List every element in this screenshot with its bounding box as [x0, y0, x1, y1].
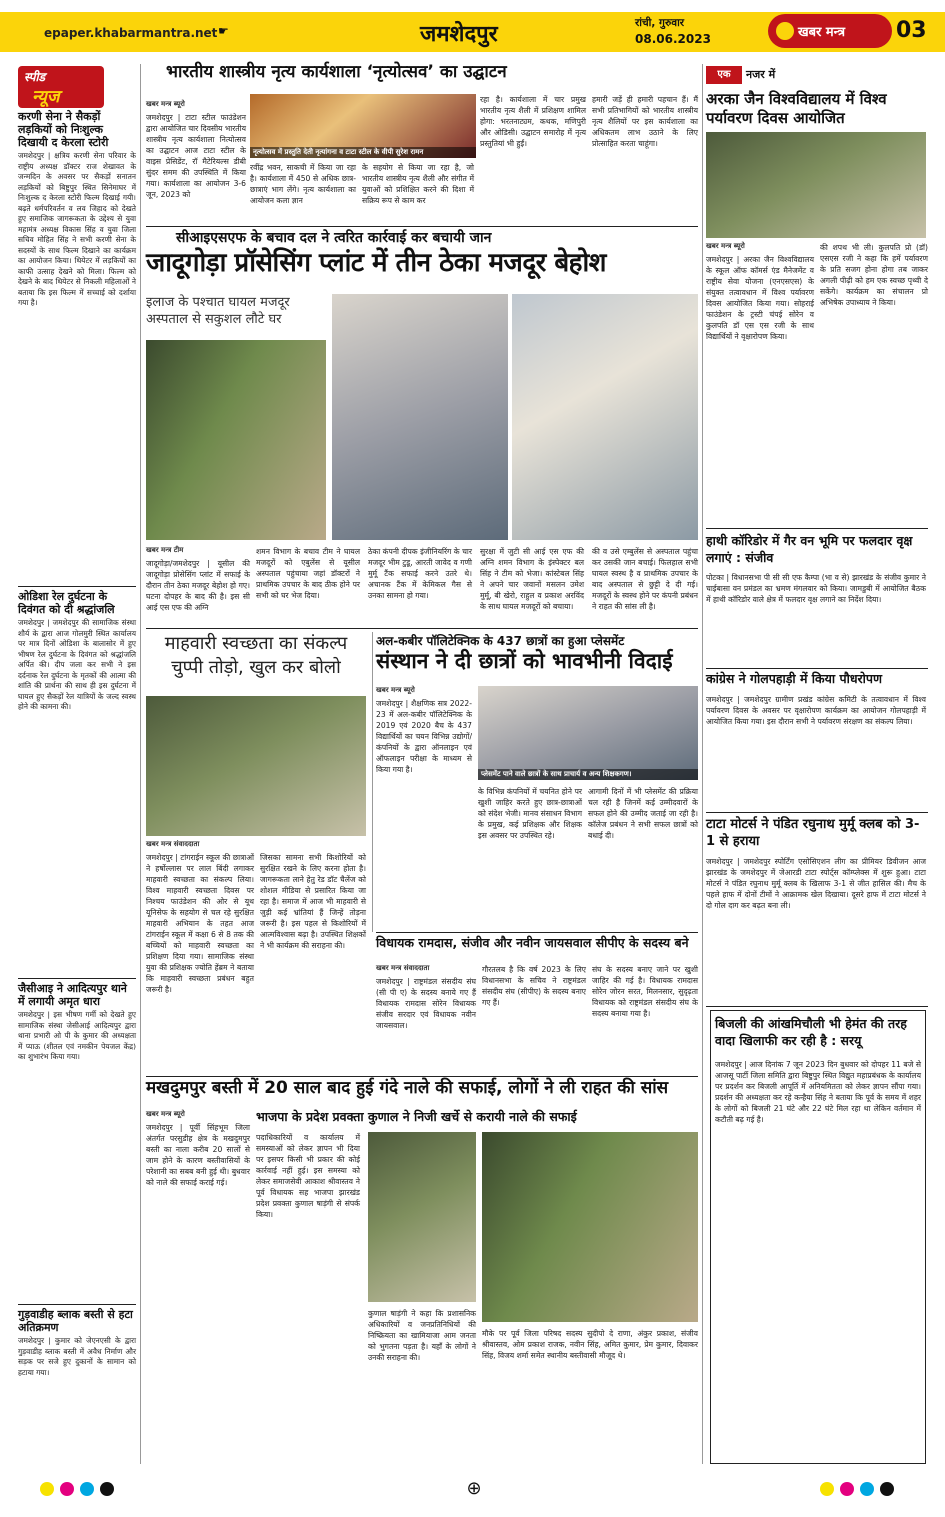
registration-mark	[80, 1482, 94, 1496]
nazar-label: नजर में	[746, 68, 776, 81]
cpa-col-1: जमशेदपुर | राष्ट्रमंडल संसदीय संघ (सी पी ए) के सदस्य बनाये गए हैं विधायक रामदास सोरेन विधायक संजीव सरदार एवं विधायक नवीन जायसवाल।	[376, 977, 476, 1030]
students-photo	[146, 696, 366, 836]
logo-bottom: न्यूज	[32, 87, 60, 107]
divider	[706, 528, 928, 529]
top-story	[146, 64, 698, 224]
edition-date: 08.06.2023	[635, 32, 711, 46]
cisf-col-2: शमन विभाग के बचाव टीम ने घायल मजदूरों को एबुलेंस से यूसील अस्पताल पहुंचाया जहां डॉक्टरों ने प्राथमिक उपचार के बाद ठीक होने पर सभी को घर भेज दिया।	[256, 547, 360, 600]
menstrual-story	[146, 630, 368, 994]
photo-caption: नृत्योत्सव में प्रस्तुति देती नृत्यांगना व टाटा स्टील के वीपी सुरेश रामन	[250, 147, 476, 158]
polytechnic-kicker: अल-कबीर पॉलिटेक्निक के 437 छात्रों का हुआ प्लेसमेंट	[376, 634, 625, 648]
registration-mark	[40, 1482, 54, 1496]
polytechnic-col-1: जमशेदपुर | शैक्षणिक सत्र 2022-23 में अल-कबीर पॉलिटेक्निक के 2019 एवं 2020 बैच के 437 विद्यार्थियों का चयन विभिन्न उद्योगों/कंपनियों के द्वारा ऑनलाइन एवं ऑफलाइन परीक्षा के माध्यम से किया गया है।	[376, 699, 472, 774]
divider	[706, 668, 928, 669]
sidebar	[18, 64, 136, 1464]
drain-col-2: पदाधिकारियों व कार्यालय में समस्याओं को लेकर ज्ञापन भी दिया पर इसपर किसी भी प्रकार की कोई कार्रवाई नहीं हुई। इस समस्या को लेकर समाजसेवी आकाश श्रीवास्तव ने पूर्व विधायक सह भाजपा झारखंड प्रदेश प्रवक्ता कुणाल षाड़ंगी से संपर्क किया।	[256, 1133, 360, 1219]
cursor-icon: ☛	[218, 24, 229, 38]
elephant-headline: हाथी कॉरिडोर में गैर वन भूमि पर फलदार वृक्ष लगाएं : संजीव	[706, 533, 913, 565]
sidebar-story-headline: ओडिशा रेल दुर्घटना के दिवंगत को दी श्रद्धांजलि	[18, 590, 115, 616]
top-story-col-5: हमारी जड़ें ही हमारी पहचान हैं। मैं सभी प्रतिभागियों को भारतीय शास्त्रीय नृत्य शैलियों पर इस कार्यशाला का अधिकतम लाभ उठाने के लिए प्रोत्साहित करता चाहूंगा।	[592, 95, 698, 148]
column-divider	[140, 64, 141, 1464]
divider	[146, 628, 698, 629]
brand-name: खबर मन्त्र	[798, 25, 846, 40]
registration-mark	[880, 1482, 894, 1496]
sidebar-story-headline: जैसीआइ ने आदित्यपुर थाने में लगायी अमृत धारा	[18, 982, 127, 1008]
divider	[18, 978, 136, 979]
menstrual-headline: माहवारी स्वच्छता का संकल्प चुप्पी तोड़ो, खुल कर बोलो	[164, 633, 348, 678]
place-day: रांची, गुरुवार	[635, 17, 685, 29]
arka-headline: अरका जैन विश्वविद्यालय में विश्व पर्यावरण दिवस आयोजित	[706, 90, 887, 127]
drain-photo-1	[368, 1132, 476, 1302]
tree-plantation-photo	[706, 132, 926, 238]
drain-col-4: मौके पर पूर्व जिला परिषद सदस्य सुदीपो दे राणा, अंकुर प्रकाश, संजीव श्रीवास्तव, ओम प्रकाश राजक, नवीन सिंह, अमित कुमार, प्रेम कुमार, दिवाकर सिंह, विजय शर्मा समेत स्थानीय बस्तीवासी मौजूद थे।	[482, 1329, 698, 1360]
speed-news-logo	[18, 66, 104, 108]
sidebar-story-body: जमशेदपुर | क्षत्रिय करणी सेना परिवार के राष्ट्रीय अध्यक्ष डॉक्टर राज शेखावत के जन्मदिन के अवसर पर सैकड़ों सनातन लड़कियों को बिष्टुपुर स्थित सिनेमाघर में निःशुल्क द केरला स्टोरी फिल्म दिखाई गयी। बढ़ते धर्मपरिवर्तन व लव जिहाद को देखते हुए समाजिक जागरूकता के उद्देश्य से युवा महामंत्र अध्यक्ष विकास सिंह व युवा जिला सचिव मोहित सिंह ने सभी करणी सेना के सदस्यों के साथ फिल्म दिखाने का कार्यक्रम का आयोजन किया। थियेटर में लड़कियों का काफी उत्साह देखने को मिला। फिल्म को देखने के बाद थियेटर से निकली महिलाओं ने बताया कि इस फिल्म में सच्चाई को दर्शाया गया है।	[18, 151, 136, 307]
sidebar-story-headline: गुड़वाडीह ब्लाक बस्ती से हटा अतिक्रमण	[18, 1308, 133, 1334]
byline: खबर मन्त्र संवाददाता	[146, 840, 200, 848]
byline: खबर मन्त्र ब्यूरो	[376, 686, 415, 694]
polytechnic-story	[376, 630, 698, 930]
center-crosshair-icon: ⊕	[466, 1478, 482, 1499]
elephant-corridor-story	[706, 530, 928, 666]
power-body: जमशेदपुर | आज दिनांक 7 जून 2023 दिन बुधवार को दोपहर 11 बजे से आजसू पार्टी जिला समिति द्वारा बिष्टुपुर स्थित विद्युत महाप्रबंधक के कार्यालय पर प्रदर्शन कर बिजली आपूर्ति में अनियमितता को लेकर ज्ञापन सौंपा गया। प्रदर्शन की अध्यक्षता कर रहे कन्हैया सिंह ने बताया कि पूर्व के समय में शहर के लोगों को बिजली 21 घंटे और 22 घंटे मिल रहा था लेकिन वर्तमान में कटौती बढ़ गई है।	[715, 1060, 921, 1124]
top-story-col-4: रहा है। कार्यशाला में चार प्रमुख भारतीय नृत्य शैली में प्रशिक्षण शामिल होगा: भरतनाट्यम, कथक, मणिपुरी और ओडिसी। उद्घाटन समारोह में नृत्य प्रस्तुतियां भी हुईं।	[480, 95, 586, 148]
power-story	[710, 1010, 926, 1464]
column-divider	[702, 64, 703, 1464]
ek-nazar-tab	[706, 64, 816, 86]
divider	[706, 1006, 928, 1007]
dance-photo	[250, 94, 476, 158]
top-story-col-1: जमशेदपुर | टाटा स्टील फाउंडेशन द्वारा आयोजित चार दिवसीय भारतीय शास्त्रीय नृत्य कार्यशाला नित्योत्सव का उद्घाटन आज टाटा स्टील के वाइस प्रेसिडेंट, रॉ मैटेरियल्स डीबी सुंदर समम की उपस्थिति में किया गया। कार्यशाला का आयोजन 3-6 जून, 2023 को	[146, 113, 246, 199]
registration-mark	[60, 1482, 74, 1496]
masthead	[0, 0, 945, 62]
drain-story	[146, 1078, 698, 1468]
tata-headline: टाटा मोटर्स ने पंडित रघुनाथ मुर्मू क्लब को 3-1 से हराया	[706, 817, 920, 849]
sidebar-story-body: जमशेदपुर | इस भीषण गर्मी को देखते हुए सामाजिक संस्था जेसीआई आदित्यपुर द्वारा थाना प्रभारी ओ पी के कुमार की अध्यक्षता में प्याऊ (शीतल एवं नमकीन पेयजल केंद्र) का शुभारंभ किया गया।	[18, 1010, 136, 1061]
cisf-kicker: सीआइएसएफ के बचाव दल ने त्वरित कार्रवाई कर बचायी जान	[176, 230, 492, 246]
registration-mark	[840, 1482, 854, 1496]
tank-photo	[146, 340, 326, 540]
cisf-col-4: सुरक्षा में जुटी सी आई एस एफ की अग्नि शमन विभाग के इंस्पेक्टर बल सिंह ने टीम को भेजा। कांस्टेबल सिंह ने अपने चार जवानों मसलन उमेश मुर्मू, बी खेरो, राहुल व प्रकाश अरविंद के साथ घायल मजदूरों को बचाया।	[480, 547, 584, 611]
divider	[706, 812, 928, 813]
registration-mark	[820, 1482, 834, 1496]
arka-col-2: की शपथ भी ली। कुलपति प्रो (डॉ) एसएस रजी ने कहा कि हमें पर्यावरण के प्रति सजग होना होगा तब जाकर अगली पीढ़ी को हम एक स्वच्छ पृथ्वी दे सकेंगे। कार्यक्रम का संचालन प्रो अभिषेक उपाध्याय ने किया।	[820, 243, 928, 307]
byline: खबर मन्त्र ब्यूरो	[146, 100, 185, 108]
tata-body: जमशेदपुर | जमशेदपुर स्पोर्टिंग एसोसिएशन लीग का प्रीमियर डिवीजन आज झारखंड के जमशेदपुर में जेआरडी टाटा स्पोर्ट्स कॉम्प्लेक्स में शुरू हुआ। टाटा मोटर्स ने पंडित रघुनाथ मुर्मू क्लब के खिलाफ 3-1 से जीत हासिल की। मैच के पहले हाफ में दोनों टीमों ने आक्रामक खेल दिखाया। दूसरे हाफ में टाटा मोटर्स ने दो गोल दाग कर बढ़त बना ली।	[706, 857, 926, 910]
byline: खबर मन्त्र टीम	[146, 546, 184, 554]
divider	[146, 226, 698, 227]
cisf-story	[146, 228, 698, 628]
brand-sun-icon	[776, 22, 794, 40]
polytechnic-headline: संस्थान ने दी छात्रों को भावभीनी विदाई	[376, 649, 673, 673]
cpa-story	[376, 934, 698, 1074]
divider	[18, 586, 136, 587]
hospital-photo-2	[512, 294, 698, 540]
cpa-col-2: गौरतलब है कि वर्ष 2023 के लिए विधानसभा के सचिव ने राष्ट्रमंडल संसदीय संघ (सीपीए) के सदस्य बनाए गए हैं।	[482, 965, 586, 1007]
city-name: जमशेदपुर	[420, 22, 498, 47]
top-story-headline: भारतीय शास्त्रीय नृत्य कार्यशाला ‘नृत्योत्सव’ का उद्घाटन	[166, 62, 507, 82]
page-number: 03	[896, 18, 927, 43]
column-divider	[372, 632, 373, 932]
tata-motors-story	[706, 814, 928, 1004]
cisf-subhead: इलाज के पश्चात घायल मजदूर अस्पताल से सकुशल लौटे घर	[146, 295, 290, 327]
cisf-col-1: जादूगोड़ा/जमशेदपुर | यूसील की जादूगोड़ा प्रोसेसिंग प्लांट में सफाई के दौरान तीन ठेका मजदूर बेहोश हो गए। घटना दोपहर के बाद की है। इस सी आई एस एफ की अग्नि	[146, 559, 250, 612]
registration-mark	[100, 1482, 114, 1496]
cpa-col-3: संघ के सदस्य बनाए जाने पर खुशी जाहिर की गई है। विधायक रामदास सोरेन जोरन सरत, मिलनसार, सुदृढ़ता विधायक को राष्ट्रमंडल संसदीय संघ के सदस्य बनाया गया है।	[592, 965, 698, 1018]
byline: खबर मन्त्र ब्यूरो	[146, 1110, 185, 1118]
logo-top: स्पीड	[24, 70, 46, 84]
divider	[376, 932, 698, 933]
congress-story	[706, 670, 928, 810]
sidebar-story-body: जमशेदपुर | जमशेदपुर की सामाजिक संस्था शौर्य के द्वारा आज गोलमुरी स्थित कार्यालय पर मात्र दिनों ओडिशा के बालासोर में हुए भीषण रेल दुर्घटना के दिवंगत को श्रद्धांजलि अर्पित की। दीप जला कर सभी ने इस दर्दनाक रेल दुर्घटना के मृतकों की आत्मा की शांति की प्रार्थना की साथ ही इस दुर्घटना में घायल हुए सैकड़ों रेल यात्रियों के जल्द स्वस्थ होने की कामना की।	[18, 618, 136, 711]
arka-col-1: जमशेदपुर | अरका जैन विश्वविद्यालय के स्कूल ऑफ कॉमर्स एंड मैनेजमेंट व राष्ट्रीय सेवा योजना (एनएसएस) के संयुक्त तत्वावधान में विश्व पर्यावरण दिवस आयोजित किया गया। सोहराई फाउंडेशन के ट्रस्टी चंपई सोरेन व कुलपति डॉ एस एस रजी के साथ विद्यार्थियों ने वृक्षारोपण किया।	[706, 255, 814, 341]
menstrual-col-2: जिसका सामना सभी किशोरियों को सुरक्षित रखने के लिए करना होता है। जागरूकता लाने हेतु रेड डॉट चैलेंज को शोशल मीडिया से प्रसारित किया जा रहा है। समाज में आज भी माहवारी से जुड़ी कई भ्रांतियां हैं जिन्हें तोड़ना जरूरी है। इस पहल से किशोरियों में आत्मविश्वास बढ़ा है। उपस्थित शिक्षकों ने भी कार्यक्रम की सराहना की।	[260, 853, 366, 950]
sidebar-story-headline: करणी सेना ने सैकड़ों लड़कियों को निःशुल्क दिखायी द केरला स्टोरी	[18, 110, 109, 149]
drain-photo-2	[482, 1132, 698, 1322]
drain-subhead: भाजपा के प्रदेश प्रवक्ता कुणाल ने निजी खर्चे से करायी नाले की सफाई	[256, 1109, 577, 1124]
cisf-headline: जादूगोड़ा प्रॉसेसिंग प्लांट में तीन ठेका मजदूर बेहोश	[146, 248, 606, 278]
drain-col-3: कुणाल षाड़ंगी ने कहा कि प्रशासनिक अधिकारियों व जनप्रतिनिधियों की निष्क्रियता का खामियाजा आम जनता को भुगतना पड़ता है। यहाँ के लोगों ने उनकी सराहना की।	[368, 1309, 476, 1362]
cisf-col-5: की व उसे एम्बुलेंस से अस्पताल पहुंचा कर उसकी जान बचाई। फिलहाल सभी घायल स्वस्थ है व प्राथमिक उपचार के बाद अस्पताल से छुट्टी दे दी गई। मजदूरों के स्वस्थ होने पर कंपनी प्रबंधन ने राहत की सांस ली है।	[592, 547, 698, 611]
byline: खबर मन्त्र ब्यूरो	[706, 242, 745, 250]
sidebar-story-2	[18, 590, 136, 970]
sidebar-story-4	[18, 1308, 136, 1464]
cpa-headline: विधायक रामदास, संजीव और नवीन जायसवाल सीपीए के सदस्य बने	[376, 935, 689, 950]
polytechnic-col-2: के विभिन्न कंपनियों में चयनित होने पर खुशी जाहिर करते हुए छात्र-छात्राओं को संदेश भेजी। मानव संसाधन विभाग के प्रमुख, कई प्रशिक्षक और शिक्षक इस अवसर पर उपस्थित रहे।	[478, 787, 582, 840]
website-url[interactable]: epaper.khabarmantra.net	[44, 26, 218, 40]
photo-caption: प्लेसमेंट पाने वाले छात्रों के साथ प्राचार्य व अन्य शिक्षकगण।	[478, 769, 698, 780]
sidebar-story-1	[18, 110, 136, 640]
sidebar-story-body: जमशेदपुर | कुमार को जेएनएसी के द्वारा गुड़वाडीह ब्लाक बस्ती में अवैध निर्माण और सड़क पर सजे हुए दुकानों के सामान को हटाया गया।	[18, 1336, 136, 1377]
congress-headline: कांग्रेस ने गोलपहाड़ी में किया पौधरोपण	[706, 671, 882, 686]
arka-story	[706, 90, 928, 530]
registration-mark	[860, 1482, 874, 1496]
elephant-body: पोटका | विधानसभा पी सी सी एफ कैम्पा (भा व से) झारखंड के संजीव कुमार ने चाईबासा वन प्रमंडल का भ्रमण मंगलवार को किया। जामडुबी में आयोजित बैठक में हाथी कॉरिडोर वाले क्षेत्र में फलदार वृक्ष लगाने का निर्देश दिया।	[706, 573, 926, 604]
menstrual-col-1: जमशेदपुर | टांगराईन स्कूल की छात्राओं ने हर्षोल्लास पर लाल बिंदी लगाकर माहवारी स्वच्छता का संकल्प लिया। विश्व माहवारी स्वच्छता दिवस पर निश्चय फाउंडेशन की ओर से यूथ यूनिसेफ के सहयोग से चल रहे सुरक्षित माहवारी अभियान के तहत आज टांगराईन स्कूल में कक्षा 6 से 8 तक की बच्चियों को माहवारी स्वच्छता का प्रशिक्षण दिया गया। सामाजिक संस्था युवा की प्रशिक्षक ज्योति हेंब्रम ने बताया कि माहवारी स्वच्छता प्रबंधन बहुत जरूरी है।	[146, 853, 254, 994]
congress-body: जमशेदपुर | जमशेदपुर ग्रामीण प्रखंड कांग्रेस कमिटी के तत्वावधान में विश्व पर्यावरण दिवस के अवसर पर वृक्षारोपण कार्यक्रम का आयोजन गोलपहाड़ी में आयोजित किया गया। इस दौरान सभी ने पर्यावरण संरक्षण का संकल्प लिया।	[706, 695, 926, 726]
divider	[18, 1304, 136, 1305]
polytechnic-col-3: आगामी दिनों में भी प्लेसमेंट की प्रक्रिया चल रही है जिनमें कई उम्मीदवारों के सफल होने की उम्मीद जताई जा रही है। कॉलेज प्रबंधन ने सभी सफल छात्रों को बधाई दी।	[588, 787, 698, 840]
hospital-photo-1	[332, 294, 508, 540]
divider	[146, 1076, 698, 1077]
drain-headline: मखदुमपुर बस्ती में 20 साल बाद हुई गंदे नाले की सफाई, लोगों ने ली राहत की सांस	[146, 1078, 669, 1098]
brand-logo	[768, 14, 892, 48]
cisf-col-3: ठेका कंपनी दीपक इंजीनियरिंग के चार मजदूर भीम टुडू, आरती जावेद व गणी मुर्मू टैंक सफाई करने उतरे थे। अचानक टैंक में केमिकल गैस से उनका सामना हो गया।	[368, 547, 472, 600]
top-story-col-3: के सहयोग से किया जा रहा है, जो भारतीय शास्त्रीय नृत्य शैली और संगीत में युवाओं को प्रशिक्षित करने की दिशा में सक्रिय रूप से काम कर	[362, 163, 474, 205]
ek-label: एक	[706, 66, 742, 84]
graduates-photo	[478, 686, 698, 780]
byline: खबर मन्त्र संवाददाता	[376, 964, 430, 972]
power-headline: बिजली की आंखमिचौली भी हेमंत की तरह वादा खिलाफी कर रही है : सरयू	[715, 1016, 907, 1048]
top-story-col-2: रवींद्र भवन, साकची में किया जा रहा है। कार्यशाला में 450 से अधिक छात्र-छात्राएं भाग लेंगे। नृत्य कार्यशाला का आयोजन कला ज्ञान	[250, 163, 356, 205]
sidebar-story-3	[18, 982, 136, 1302]
drain-col-1: जमशेदपुर | पूर्वी सिंहभूम जिला अंतर्गत परसुडीह क्षेत्र के मखदुमपुर बस्ती का नाला करीब 20 सालों से जाम होने के कारण बस्तीवासियों के परेशानी का सबब बनी हुई थी। बुधवार को नाले की सफाई कराई गई।	[146, 1123, 250, 1187]
